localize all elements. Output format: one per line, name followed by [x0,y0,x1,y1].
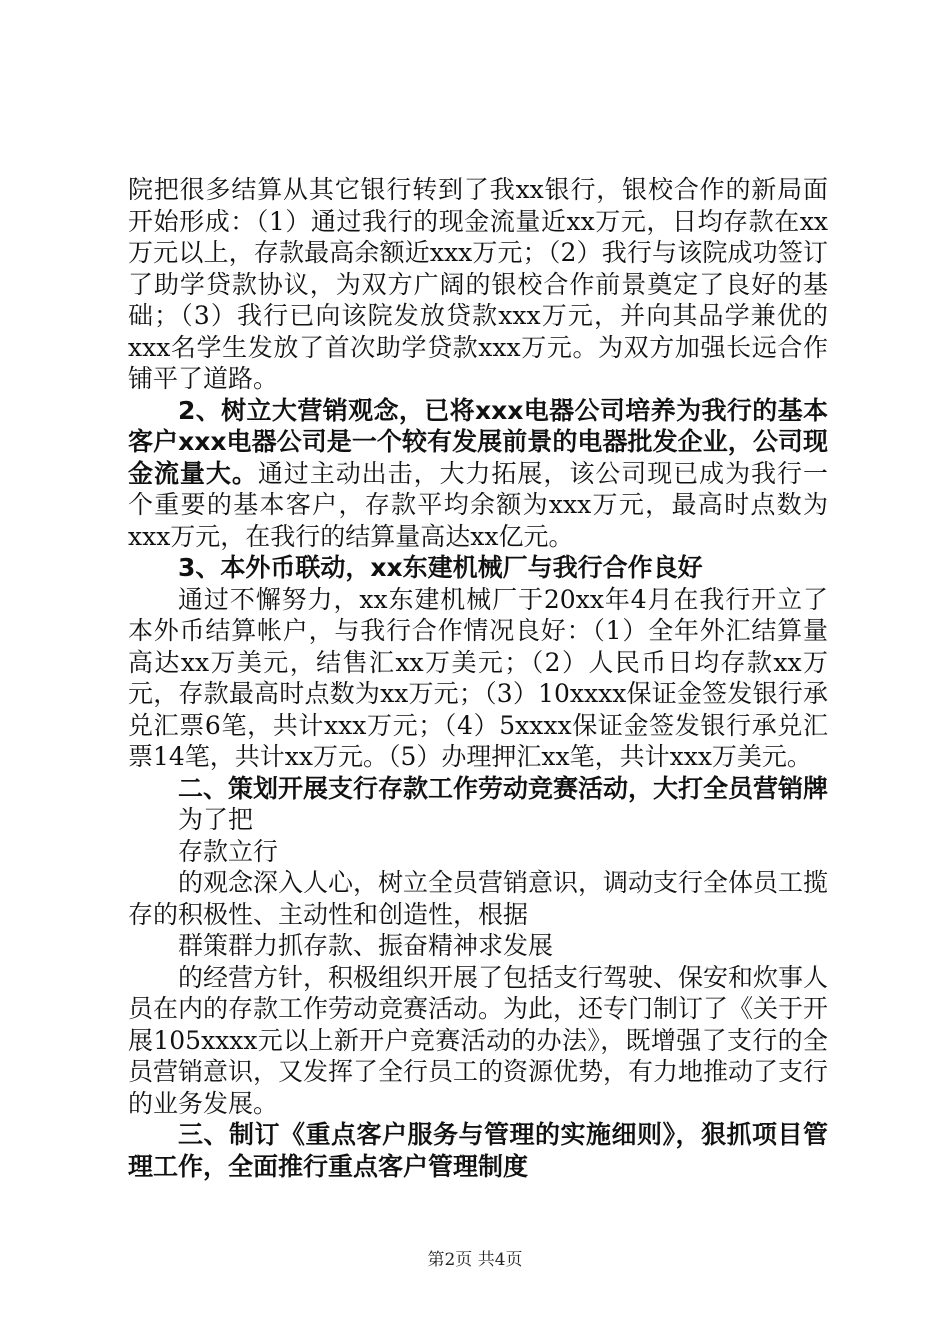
heading-section-two: 二、策划开展支行存款工作劳动竞赛活动，大打全员营销牌 [178,773,829,803]
paragraph-marketing-concept-detail: 通过主动出击，大力拓展，该公司现已成为我行一个重要的基本客户，存款平均余额为xxx万元，最高时点数为xxx万元，在我行的结算量高达xx亿元。 [128,458,828,551]
page-footer: 第2页 共4页 [427,1250,523,1270]
heading-marketing-concept: 2、树立大营销观念，已将xxx电器公司培养为我行的基本客户xxx电器公司是一个较有发展前景的电器批发企业，公司现金流量大。 [128,395,828,488]
paragraph-competition-activity: 的经营方针，积极组织开展了包括支行驾驶、保安和炊事人员在内的存款工作劳动竞赛活动。为此，还专门制订了《关于开展105xxxx元以上新开户竞赛活动的办法》，既增强了支行的全员营销意识，又发挥了全行员工的资源优势，有力地推动了支行的业务发展。 [128,962,829,1118]
paragraph-fragment-4: 群策群力抓存款、振奋精神求发展 [178,931,554,960]
heading-section-three: 三、制订《重点客户服务与管理的实施细则》，狠抓项目管理工作，全面推行重点客户管理制度 [128,1120,828,1181]
paragraph-fragment-1: 为了把 [178,805,254,834]
document-body [128,174,828,1182]
paragraph-fragment-2: 存款立行 [178,836,279,866]
paragraph-marketing-concept [128,395,828,553]
heading-currency-linkage: 3、本外币联动，xx东建机械厂与我行合作良好 [178,553,703,582]
paragraph-fragment-3: 的观念深入人心，树立全员营销意识，调动支行全体员工揽存的积极性、主动性和创造性，根据 [128,868,829,929]
paragraph-bank-school-cooperation: 院把很多结算从其它银行转到了我xx银行，银校合作的新局面开始形成：（1）通过我行的现金流量近xx万元，日均存款在xx万元以上，存款最高余额近xxx万元；（2）我行与该院成功签订了助学贷款协议，为双方广阔的银校合作前景奠定了良好的基础；（3）我行已向该院发放贷款xxx万元，并向其品学兼优的xxx名学生发放了首次助学贷款xxx万元。为双方加强长远合作铺平了道路。 [128,175,828,393]
paragraph-currency-linkage: 通过不懈努力，xx东建机械厂于20xx年4月在我行开立了本外币结算帐户，与我行合作情况良好：（1）全年外汇结算量高达xx万美元，结售汇xx万美元；（2）人民币日均存款xx万元，存款最高时点数为xx万元；（3）10xxxx保证金签发银行承兑汇票6笔，共计xxx万元；（4）5xxxx保证金签发银行承兑汇票14笔，共计xx万元。（5）办理押汇xx笔，共计xxx万美元。 [128,584,828,771]
